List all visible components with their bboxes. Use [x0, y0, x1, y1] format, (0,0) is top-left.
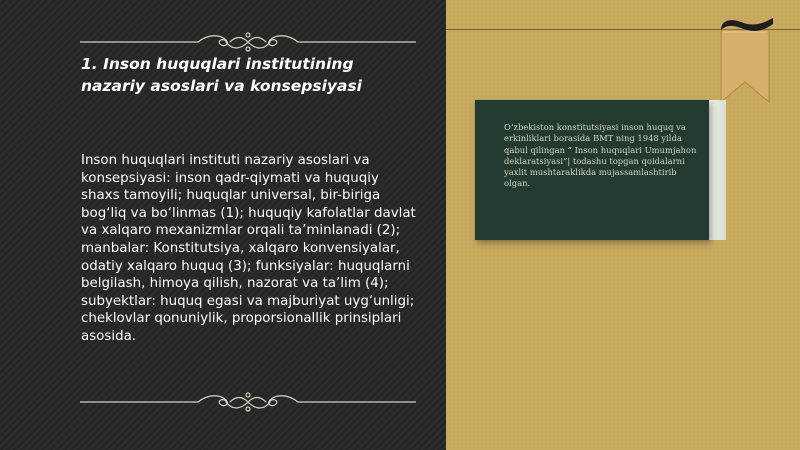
ribbon-bookmark-icon: [715, 16, 775, 106]
note-text: O‘zbekiston konstitutsiyasi inson huquq va erkinliklari borasida BMT ning 1948 yilda qabul qilingan “ Inson huquqlari Umumjahon deklaratsiyasi”| todashu topgan qoidalarni yaхlit mushtaraklikda mujassamlashtirib olgan.: [504, 122, 697, 189]
slide-title: 1. Inson huquqlari institutining nazariy asoslari va konsepsiyasi: [81, 55, 362, 95]
note-box: [475, 100, 709, 240]
slide-body-text: Inson huquqlari instituti nazariy asoslari va konsepsiyasi: inson qadr-qiymati va huquqiy shaxs tamoyili; huquqlar universal, bir-biriga bog‘liq va bo‘linmas (1); huquqiy kafolatlar davlat va xalqaro mexanizmlar orqali ta’minlanadi (2); manbalar: Konstitutsiya, xalqaro konvensiyalar, odatiy xalqaro huquq (3); funksiyalar: huquqlarni belgilash, himoya qilish, nazorat va ta’lim (4); subyektlar: huquq egasi va majburiyat uyg‘unligi; cheklovlar qonuniylik, proporsionallik prinsiplari asosida.: [81, 153, 416, 344]
flourish-divider-icon: [80, 30, 416, 54]
note-page-edge: [706, 100, 726, 240]
flourish-divider-icon: [80, 390, 416, 414]
